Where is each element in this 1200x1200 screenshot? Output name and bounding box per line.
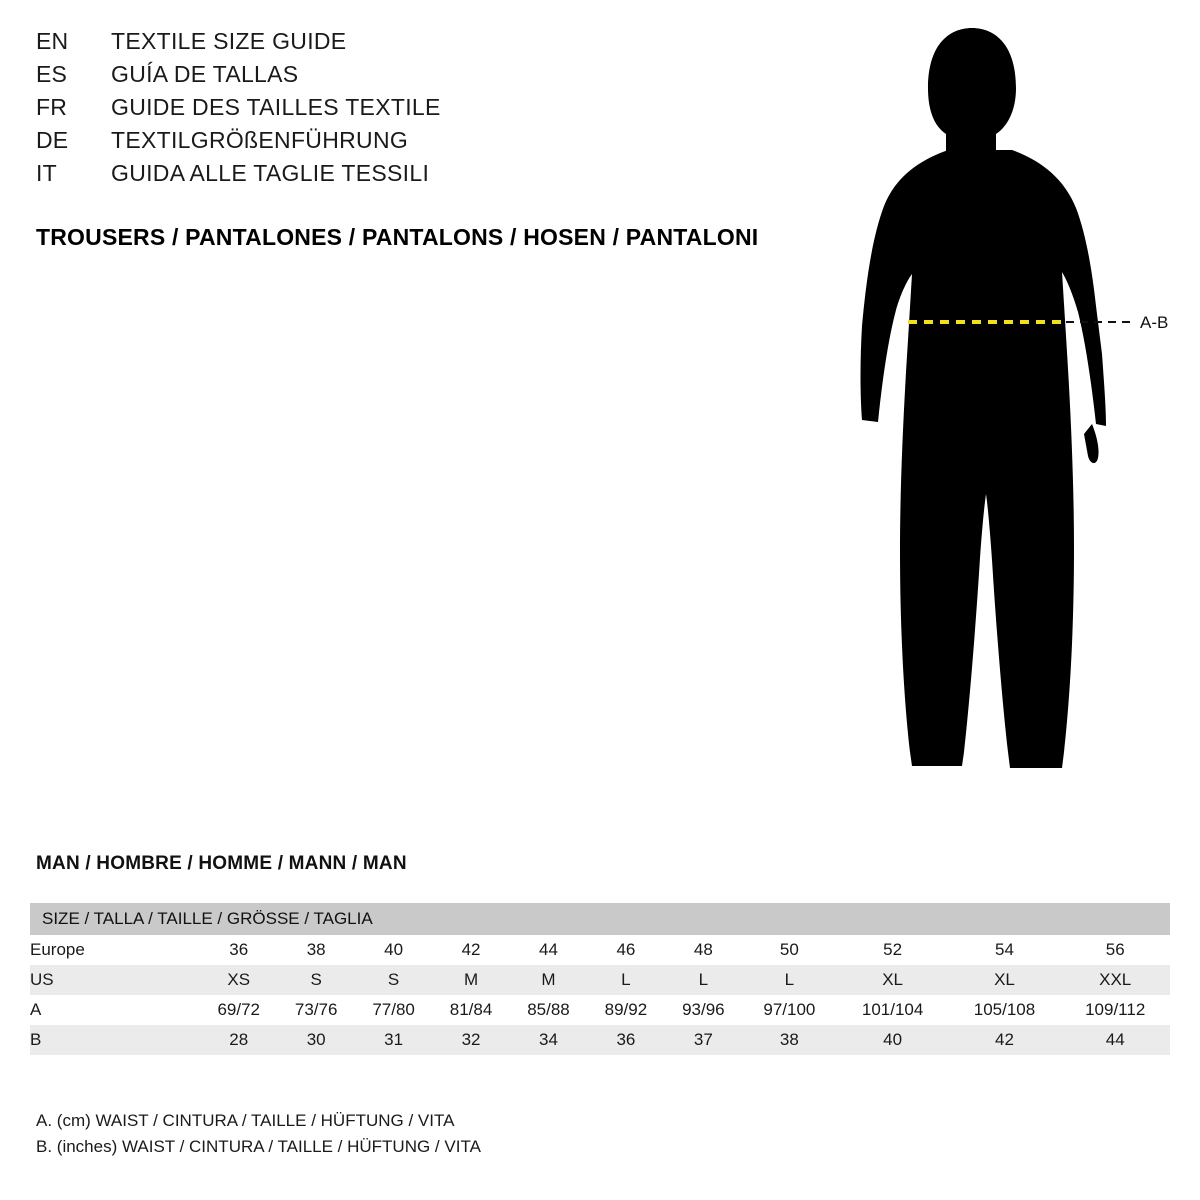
cell-us-7: L: [742, 965, 837, 995]
cell-us-1: S: [277, 965, 354, 995]
language-code-en: EN: [36, 28, 69, 54]
footnote-b: B. (inches) WAIST / CINTURA / TAILLE / HÜFTUNG / VITA: [36, 1137, 481, 1156]
language-code-it: IT: [36, 160, 57, 186]
language-code-fr: FR: [36, 94, 68, 120]
cell-a-2: 77/80: [355, 995, 432, 1025]
cell-a-1: 73/76: [277, 995, 354, 1025]
cell-b-4: 34: [510, 1025, 587, 1055]
cell-us-8: XL: [837, 965, 949, 995]
language-text-de: TEXTILGRÖßENFÜHRUNG: [111, 127, 409, 153]
language-row: [36, 94, 796, 127]
row-label-a: A: [30, 995, 200, 1025]
table-row: [30, 995, 1170, 1025]
cell-europe-8: 52: [837, 935, 949, 965]
language-title-block: [36, 28, 796, 193]
language-text-it: GUIDA ALLE TAGLIE TESSILI: [111, 160, 430, 186]
cell-us-0: XS: [200, 965, 277, 995]
cell-europe-1: 38: [277, 935, 354, 965]
cell-us-6: L: [665, 965, 742, 995]
language-row: [36, 61, 796, 94]
footnote-a: A. (cm) WAIST / CINTURA / TAILLE / HÜFTUNG / VITA: [36, 1111, 455, 1130]
cell-a-9: 105/108: [949, 995, 1061, 1025]
cell-b-2: 31: [355, 1025, 432, 1055]
row-label-b: B: [30, 1025, 200, 1055]
language-text-fr: GUIDE DES TAILLES TEXTILE: [111, 94, 441, 120]
cell-b-1: 30: [277, 1025, 354, 1055]
cell-us-10: XXL: [1060, 965, 1170, 995]
cell-a-3: 81/84: [432, 995, 509, 1025]
cell-us-9: XL: [949, 965, 1061, 995]
cell-a-0: 69/72: [200, 995, 277, 1025]
cell-europe-2: 40: [355, 935, 432, 965]
cell-b-3: 32: [432, 1025, 509, 1055]
cell-a-6: 93/96: [665, 995, 742, 1025]
row-label-us: US: [30, 965, 200, 995]
cell-b-0: 28: [200, 1025, 277, 1055]
cell-europe-9: 54: [949, 935, 1061, 965]
cell-europe-0: 36: [200, 935, 277, 965]
cell-us-3: M: [432, 965, 509, 995]
table-header-row: [30, 903, 1170, 935]
figure-illustration: [800, 10, 1200, 800]
cell-b-8: 40: [837, 1025, 949, 1055]
cell-b-6: 37: [665, 1025, 742, 1055]
size-table: [30, 903, 1170, 1055]
cell-europe-3: 42: [432, 935, 509, 965]
cell-a-8: 101/104: [837, 995, 949, 1025]
cell-europe-6: 48: [665, 935, 742, 965]
language-text-en: TEXTILE SIZE GUIDE: [111, 28, 347, 54]
cell-a-5: 89/92: [587, 995, 664, 1025]
cell-a-4: 85/88: [510, 995, 587, 1025]
measure-label-ab: A-B: [1140, 313, 1169, 332]
cell-b-5: 36: [587, 1025, 664, 1055]
cell-us-2: S: [355, 965, 432, 995]
cell-b-7: 38: [742, 1025, 837, 1055]
cell-a-10: 109/112: [1060, 995, 1170, 1025]
garment-type-heading: TROUSERS / PANTALONES / PANTALONS / HOSEN / PANTALONI: [36, 224, 759, 250]
language-code-de: DE: [36, 127, 69, 153]
footnotes: [36, 1108, 481, 1160]
cell-europe-5: 46: [587, 935, 664, 965]
table-group-title: MAN / HOMBRE / HOMME / MANN / MAN: [36, 853, 407, 874]
cell-europe-4: 44: [510, 935, 587, 965]
language-row: [36, 28, 796, 61]
table-row: [30, 935, 1170, 965]
row-label-europe: Europe: [30, 935, 200, 965]
cell-b-10: 44: [1060, 1025, 1170, 1055]
table-row: [30, 965, 1170, 995]
language-row: [36, 127, 796, 160]
cell-us-5: L: [587, 965, 664, 995]
language-text-es: GUÍA DE TALLAS: [111, 61, 299, 87]
table-header-label: SIZE / TALLA / TAILLE / GRÖSSE / TAGLIA: [30, 903, 1170, 935]
cell-us-4: M: [510, 965, 587, 995]
language-row: [36, 160, 796, 193]
cell-europe-7: 50: [742, 935, 837, 965]
male-silhouette-icon: [861, 28, 1107, 768]
cell-b-9: 42: [949, 1025, 1061, 1055]
cell-a-7: 97/100: [742, 995, 837, 1025]
language-code-es: ES: [36, 61, 68, 87]
cell-europe-10: 56: [1060, 935, 1170, 965]
table-row: [30, 1025, 1170, 1055]
